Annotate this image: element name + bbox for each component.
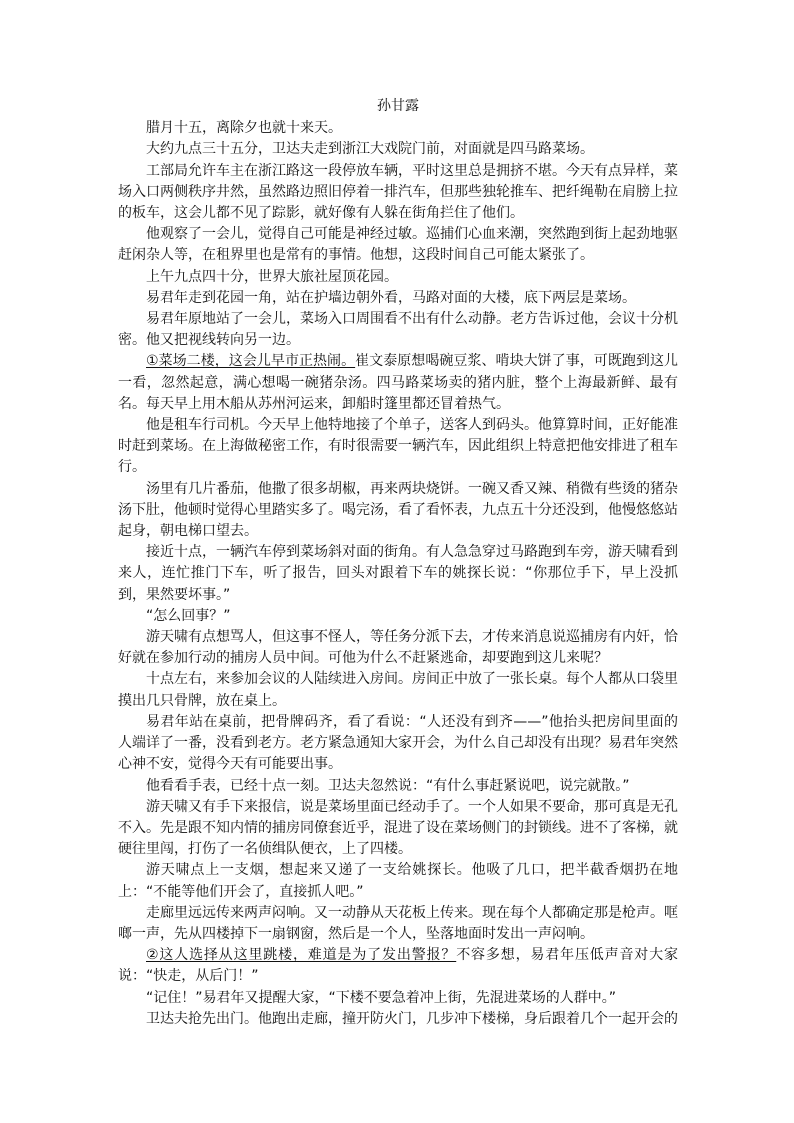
paragraph [118, 288, 678, 309]
paragraph-text: 游天啸点上一支烟，想起来又递了一支给姚探长。他吸了几口，把半截香烟扔在地上：“不能等他们开会了，直接抓人吧。” [118, 862, 678, 900]
paragraph [118, 542, 678, 606]
paragraph [118, 415, 678, 479]
paragraph [118, 161, 678, 225]
paragraph-text: 游天啸又有手下来报信，说是菜场里面已经动手了。一个人如果不要命，那可真是无孔不入。先是跟不知内情的捕房同僚套近乎，混进了设在菜场侧门的封锁线。进不了客梯，就硬往里闯，打伤了一名侦缉队便衣，上了四楼。 [118, 798, 678, 858]
paragraph-text: 他看看手表，已经十点一刻。卫达夫忽然说：“有什么事赶紧说吧，说完就散。” [146, 777, 630, 794]
paragraph [118, 988, 678, 1009]
paragraph-text: 易君年原地站了一会儿，菜场入口周围看不出有什么动静。老方告诉过他，会议十分机密。他又把视线转向另一边。 [118, 311, 678, 349]
story-body [118, 118, 678, 1030]
paragraph [118, 224, 678, 266]
paragraph-text: 崔文泰原想喝碗豆浆、啃块大饼了事，可既跑到这儿一看，忽然起意，满心想喝一碗猪杂汤。四马路菜场卖的猪内脏，整个上海最新鲜、最有名。每天早上用木船从苏州河运来，卸船时篷里都还冒着热气。 [118, 353, 678, 412]
paragraph [118, 903, 678, 945]
paragraph [118, 309, 678, 351]
paragraph-text: 走廊里远远传来两声闷响。又一动静从天花板上传来。现在每个人都确定那是枪声。哐啷一声，先从四楼掉下一扇钢窗，然后是一个人，坠落地面时发出一声闷响。 [118, 904, 678, 942]
paragraph [118, 860, 678, 902]
paragraph [118, 1009, 678, 1030]
paragraph [118, 669, 678, 711]
paragraph [118, 776, 678, 797]
paragraph-text: 十点左右，来参加会议的人陆续进入房间。房间正中放了一张长桌。每个人都从口袋里摸出几只骨牌，放在桌上。 [118, 671, 678, 709]
paragraph-text: 他观察了一会儿，觉得自己可能是神经过敏。巡捕们心血来潮，突然跑到街上起劲地驱赶闲杂人等，在租界里也是常有的事情。他想，这段时间自己可能太紧张了。 [118, 226, 678, 264]
paragraph-text: 游天啸有点想骂人，但这事不怪人，等任务分派下去，才传来消息说巡捕房有内奸，恰好就在参加行动的捕房人员中间。可他为什么不赶紧逃命，却要跑到这儿来呢？ [118, 629, 678, 667]
paragraph-text: 上午九点四十分，世界大旅社屋顶花园。 [146, 268, 398, 285]
paragraph-text: 腊月十五，离除夕也就十来天。 [146, 120, 342, 137]
document-page [118, 96, 678, 1030]
paragraph [118, 945, 678, 987]
paragraph-text: 易君年走到花园一角，站在护墙边朝外看，马路对面的大楼，底下两层是菜场。 [146, 289, 636, 306]
paragraph-text: 接近十点，一辆汽车停到菜场斜对面的街角。有人急急穿过马路跑到车旁，游天啸看到来人，连忙推门下车，听了报告，回头对跟着下车的姚探长说：“你那位手下，早上没抓到，果然要坏事。” [118, 544, 678, 603]
paragraph [118, 267, 678, 288]
paragraph-text: “记住！”易君年又提醒大家，“下楼不要急着冲上街，先混进菜场的人群中。” [146, 989, 617, 1006]
paragraph-text: 卫达夫抢先出门。他跑出走廊，撞开防火门，几步冲下楼梯，身后跟着几个一起开会的 [146, 1010, 678, 1027]
paragraph [118, 627, 678, 669]
paragraph [118, 606, 678, 627]
author-name: 孙甘露 [377, 98, 419, 114]
paragraph-text: 不容多想，易君年压低声音对大家说：“快走，从后门！” [118, 947, 678, 985]
paragraph-text: 他是租车行司机。今天早上他特地接了个单子，送客人到码头。他算算时间，正好能准时赶到菜场。在上海做秘密工作，有时很需要一辆汽车，因此组织上特意把他安排进了租车行。 [118, 417, 678, 476]
paragraph [118, 139, 678, 160]
paragraph-text: 工部局允许车主在浙江路这一段停放车辆，平时这里总是拥挤不堪。今天有点异样，菜场入口两侧秩序井然，虽然路边照旧停着一排汽车，但那些独轮推车、把纤绳勒在肩膀上拉的板车，这会儿都不见了踪影，就好像有人躲在街角拦住了他们。 [118, 162, 678, 222]
paragraph-text: “怎么回事？” [146, 607, 231, 624]
underlined-sentence: ①菜场二楼，这会儿早市正热闹。 [146, 353, 356, 370]
paragraph-text: 汤里有几片番茄，他撒了很多胡椒，再来两块烧饼。一碗又香又辣、稍微有些烫的猪杂汤下肚，他顿时觉得心里踏实多了。喝完汤，看了看怀表，九点五十分还没到，他慢悠悠站起身，朝电梯口望去。 [118, 480, 678, 540]
underlined-sentence: ②这人选择从这里跳楼，难道是为了发出警报？ [146, 947, 457, 964]
paragraph [118, 118, 678, 139]
paragraph-text: 易君年站在桌前，把骨牌码齐，看了看说：“人还没有到齐——”他抬头把房间里面的人端详了一番，没看到老方。老方紧急通知大家开会，为什么自己却没有出现？易君年突然心神不安，觉得今天有可能要出事。 [118, 713, 678, 773]
paragraph [118, 479, 678, 543]
paragraph [118, 351, 678, 415]
paragraph [118, 797, 678, 861]
paragraph-text: 大约九点三十五分，卫达夫走到浙江大戏院门前，对面就是四马路菜场。 [146, 141, 594, 158]
paragraph [118, 712, 678, 776]
